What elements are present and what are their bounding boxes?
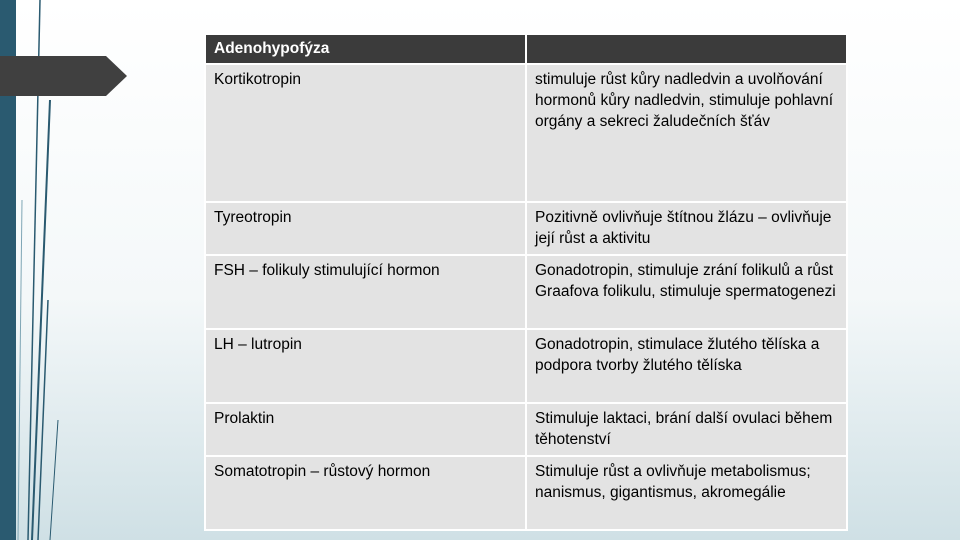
table-row xyxy=(205,255,847,329)
header-cell-hormone: Adenohypofýza xyxy=(205,34,526,64)
effect-cell: Gonadotropin, stimuluje zrání folikulů a růst Graafova folikulu, stimuluje spermatogenezi xyxy=(526,255,847,329)
table-row xyxy=(205,202,847,255)
header-cell-effect xyxy=(526,34,847,64)
hormone-table xyxy=(204,33,848,531)
hormone-cell: Prolaktin xyxy=(205,403,526,456)
effect-cell: Stimuluje růst a ovlivňuje metabolismus; nanismus, gigantismus, akromegálie xyxy=(526,456,847,530)
table-row xyxy=(205,329,847,403)
hormone-cell: Kortikotropin xyxy=(205,64,526,202)
effect-cell: Pozitivně ovlivňuje štítnou žlázu – ovlivňuje její růst a aktivitu xyxy=(526,202,847,255)
hormone-cell: LH – lutropin xyxy=(205,329,526,403)
table-header-row xyxy=(205,34,847,64)
effect-cell: stimuluje růst kůry nadledvin a uvolňování hormonů kůry nadledvin, stimuluje pohlavní orgány a sekreci žaludečních šťáv xyxy=(526,64,847,202)
arrow-tab xyxy=(0,56,127,96)
table-row xyxy=(205,403,847,456)
hormone-cell: Somatotropin – růstový hormon xyxy=(205,456,526,530)
hormone-cell: FSH – folikuly stimulující hormon xyxy=(205,255,526,329)
table-row xyxy=(205,64,847,202)
effect-cell: Stimuluje laktaci, brání další ovulaci během těhotenství xyxy=(526,403,847,456)
hormone-cell: Tyreotropin xyxy=(205,202,526,255)
effect-cell: Gonadotropin, stimulace žlutého tělíska a podpora tvorby žlutého tělíska xyxy=(526,329,847,403)
table-row xyxy=(205,456,847,530)
